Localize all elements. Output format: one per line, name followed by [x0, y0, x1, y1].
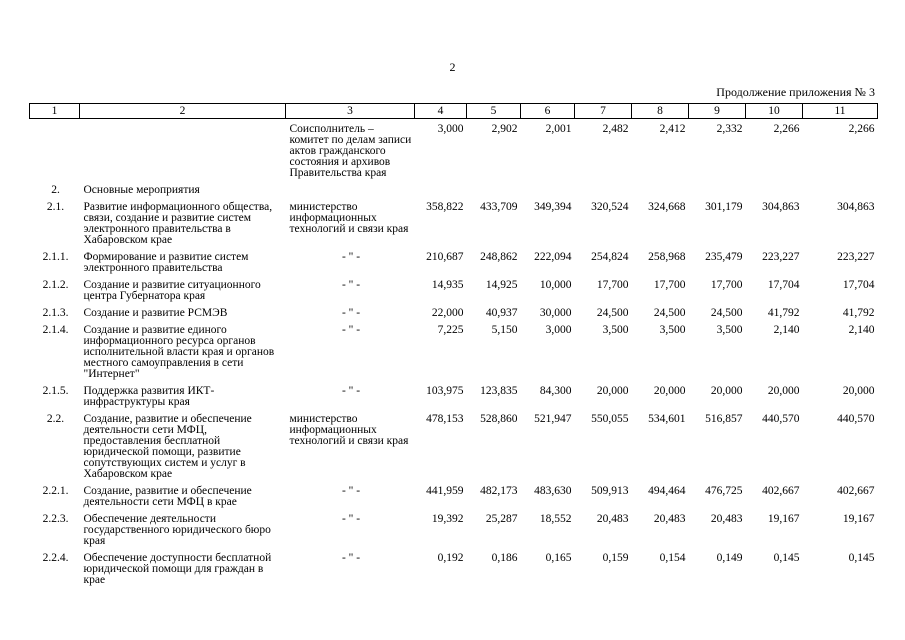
- row-value: 478,153: [426, 413, 464, 425]
- row-value: [746, 185, 803, 202]
- row-value: 483,630: [534, 485, 572, 497]
- row-value: 441,959: [426, 485, 464, 497]
- row-value: 30,000: [539, 307, 572, 319]
- row-value: 440,570: [837, 413, 875, 425]
- row-name: Создание и развитие РСМЭВ: [83, 307, 228, 319]
- row-value: 223,227: [837, 251, 875, 263]
- row-value: 0,165: [545, 552, 572, 564]
- row-executor: министерство информационных технологий и связи края: [289, 201, 409, 235]
- row-name: [80, 119, 286, 186]
- row-value: 0,186: [491, 552, 518, 564]
- row-value: 476,725: [705, 485, 743, 497]
- row-value: 433,709: [480, 201, 518, 213]
- row-executor: - " -: [341, 324, 361, 336]
- table-row: [30, 185, 878, 202]
- row-value: 24,500: [653, 307, 686, 319]
- row-code: 2.1.4.: [42, 324, 69, 336]
- row-value: 3,000: [545, 324, 572, 336]
- row-code: 2.2.: [46, 413, 65, 425]
- column-header-4: 4: [415, 104, 467, 119]
- row-value: [689, 185, 746, 202]
- row-name: Обеспечение доступности бесплатной юридической помощи для граждан в крае: [83, 552, 272, 586]
- row-value: [575, 185, 632, 202]
- row-value: [467, 185, 521, 202]
- column-header-1: 1: [30, 104, 80, 119]
- table-row: [30, 553, 878, 592]
- row-name: Создание и развитие единого информационного ресурса органов исполнительной власти края и органов местного самоуправления в сети "Интернет": [83, 324, 275, 380]
- row-executor: [286, 185, 415, 202]
- column-header-11: 11: [803, 104, 878, 119]
- row-code: 2.1.2.: [42, 279, 69, 291]
- row-value: 17,700: [653, 279, 686, 291]
- table-row: [30, 119, 878, 186]
- row-value: 41,792: [842, 307, 875, 319]
- row-value: 19,167: [767, 513, 800, 525]
- table-row: [30, 252, 878, 280]
- row-value: 0,154: [659, 552, 686, 564]
- row-value: 40,937: [485, 307, 518, 319]
- page-number: 2: [449, 60, 456, 74]
- row-executor: министерство информационных технологий и связи края: [289, 413, 409, 447]
- row-value: 521,947: [534, 413, 572, 425]
- row-name: Основные мероприятия: [83, 184, 200, 196]
- row-value: 0,192: [437, 552, 464, 564]
- row-value: 534,601: [648, 413, 686, 425]
- row-value: 2,266: [848, 123, 875, 135]
- row-name: Формирование и развитие систем электронного правительства: [83, 251, 249, 274]
- row-value: 24,500: [596, 307, 629, 319]
- row-value: 254,824: [591, 251, 629, 263]
- row-code: 2.1.: [46, 201, 65, 213]
- row-name: Создание, развитие и обеспечение деятельности сети МФЦ, предоставления бесплатной юридической помощи, развитие сопутствующих систем и услуг в Хабаровском крае: [83, 413, 252, 480]
- row-executor: - " -: [341, 485, 361, 497]
- row-value: 2,412: [659, 123, 686, 135]
- column-header-9: 9: [689, 104, 746, 119]
- row-value: 2,332: [716, 123, 743, 135]
- row-name: Создание, развитие и обеспечение деятельности сети МФЦ в крае: [83, 485, 252, 508]
- row-executor: - " -: [341, 385, 361, 397]
- row-code: [30, 119, 80, 186]
- row-value: 0,159: [602, 552, 629, 564]
- row-value: 358,822: [426, 201, 464, 213]
- row-value: 0,145: [848, 552, 875, 564]
- row-value: 528,860: [480, 413, 518, 425]
- row-value: 20,483: [653, 513, 686, 525]
- row-value: 3,500: [602, 324, 629, 336]
- row-value: 0,149: [716, 552, 743, 564]
- row-value: 2,902: [491, 123, 518, 135]
- row-value: 402,667: [762, 485, 800, 497]
- row-value: 304,863: [762, 201, 800, 213]
- row-value: 301,179: [705, 201, 743, 213]
- column-header-7: 7: [575, 104, 632, 119]
- row-value: 2,140: [848, 324, 875, 336]
- table-row: [30, 486, 878, 514]
- row-code: 2.: [51, 184, 60, 196]
- row-value: [521, 185, 575, 202]
- table-row: [30, 514, 878, 553]
- table-body: [30, 119, 878, 593]
- row-value: 2,140: [773, 324, 800, 336]
- row-value: 440,570: [762, 413, 800, 425]
- row-value: 14,925: [485, 279, 518, 291]
- row-value: 20,000: [653, 385, 686, 397]
- table-row: [30, 414, 878, 486]
- row-value: 22,000: [431, 307, 464, 319]
- row-value: 14,935: [431, 279, 464, 291]
- row-value: 223,227: [762, 251, 800, 263]
- row-value: 258,968: [648, 251, 686, 263]
- row-executor: - " -: [341, 279, 361, 291]
- row-name: Создание и развитие ситуационного центра Губернатора края: [83, 279, 261, 302]
- row-value: 10,000: [539, 279, 572, 291]
- column-header-10: 10: [746, 104, 803, 119]
- row-value: 222,094: [534, 251, 572, 263]
- row-value: 20,000: [767, 385, 800, 397]
- table-row: [30, 308, 878, 325]
- row-value: 304,863: [837, 201, 875, 213]
- row-value: 20,483: [596, 513, 629, 525]
- row-value: 320,524: [591, 201, 629, 213]
- row-code: 2.1.1.: [42, 251, 69, 263]
- row-value: 18,552: [539, 513, 572, 525]
- column-header-8: 8: [632, 104, 689, 119]
- row-value: 41,792: [767, 307, 800, 319]
- row-value: 19,167: [842, 513, 875, 525]
- row-value: 123,835: [480, 385, 518, 397]
- row-value: 2,482: [602, 123, 629, 135]
- row-value: 516,857: [705, 413, 743, 425]
- row-value: 3,500: [716, 324, 743, 336]
- row-code: 2.1.5.: [42, 385, 69, 397]
- header-row: [30, 104, 878, 119]
- table-row: [30, 386, 878, 414]
- row-value: 25,287: [485, 513, 518, 525]
- row-value: 17,700: [710, 279, 743, 291]
- row-value: 2,001: [545, 123, 572, 135]
- column-header-2: 2: [80, 104, 286, 119]
- row-value: 20,000: [596, 385, 629, 397]
- row-value: 103,975: [426, 385, 464, 397]
- row-code: 2.1.3.: [42, 307, 69, 319]
- row-name: Развитие информационного общества, связи, создание и развитие систем электронного правительства в Хабаровском крае: [83, 201, 273, 246]
- row-value: [803, 185, 878, 202]
- row-executor: - " -: [341, 513, 361, 525]
- row-value: 550,055: [591, 413, 629, 425]
- row-value: 20,483: [710, 513, 743, 525]
- column-header-5: 5: [467, 104, 521, 119]
- row-value: 324,668: [648, 201, 686, 213]
- row-value: 17,704: [842, 279, 875, 291]
- row-value: 402,667: [837, 485, 875, 497]
- row-code: 2.2.3.: [42, 513, 69, 525]
- row-value: 0,145: [773, 552, 800, 564]
- row-value: 494,464: [648, 485, 686, 497]
- row-name: Обеспечение деятельности государственного юридического бюро края: [83, 513, 271, 547]
- row-value: 24,500: [710, 307, 743, 319]
- row-value: 248,862: [480, 251, 518, 263]
- row-value: 3,500: [659, 324, 686, 336]
- row-name: Поддержка развития ИКТ-инфраструктуры края: [83, 385, 215, 408]
- row-code: 2.2.1.: [42, 485, 69, 497]
- row-value: 509,913: [591, 485, 629, 497]
- row-value: 84,300: [539, 385, 572, 397]
- row-value: [415, 185, 467, 202]
- appendix-title: Продолжение приложения № 3: [716, 85, 875, 99]
- column-header-6: 6: [521, 104, 575, 119]
- row-value: 19,392: [431, 513, 464, 525]
- table-row: [30, 325, 878, 386]
- row-value: 235,479: [705, 251, 743, 263]
- row-value: [632, 185, 689, 202]
- table-row: [30, 280, 878, 308]
- row-executor: Соисполнитель – комитет по делам записи актов гражданского состояния и архивов Правительства края: [289, 123, 412, 179]
- row-value: 20,000: [842, 385, 875, 397]
- row-value: 3,000: [437, 123, 464, 135]
- row-value: 210,687: [426, 251, 464, 263]
- row-value: 7,225: [437, 324, 464, 336]
- row-code: 2.2.4.: [42, 552, 69, 564]
- column-header-3: 3: [286, 104, 415, 119]
- row-value: 2,266: [773, 123, 800, 135]
- row-value: 17,704: [767, 279, 800, 291]
- row-executor: - " -: [341, 552, 361, 564]
- row-executor: - " -: [341, 307, 361, 319]
- row-value: 5,150: [491, 324, 518, 336]
- program-table: [29, 103, 878, 592]
- table-row: [30, 202, 878, 252]
- row-executor: - " -: [341, 251, 361, 263]
- row-value: 17,700: [596, 279, 629, 291]
- row-value: 482,173: [480, 485, 518, 497]
- row-value: 349,394: [534, 201, 572, 213]
- row-value: 20,000: [710, 385, 743, 397]
